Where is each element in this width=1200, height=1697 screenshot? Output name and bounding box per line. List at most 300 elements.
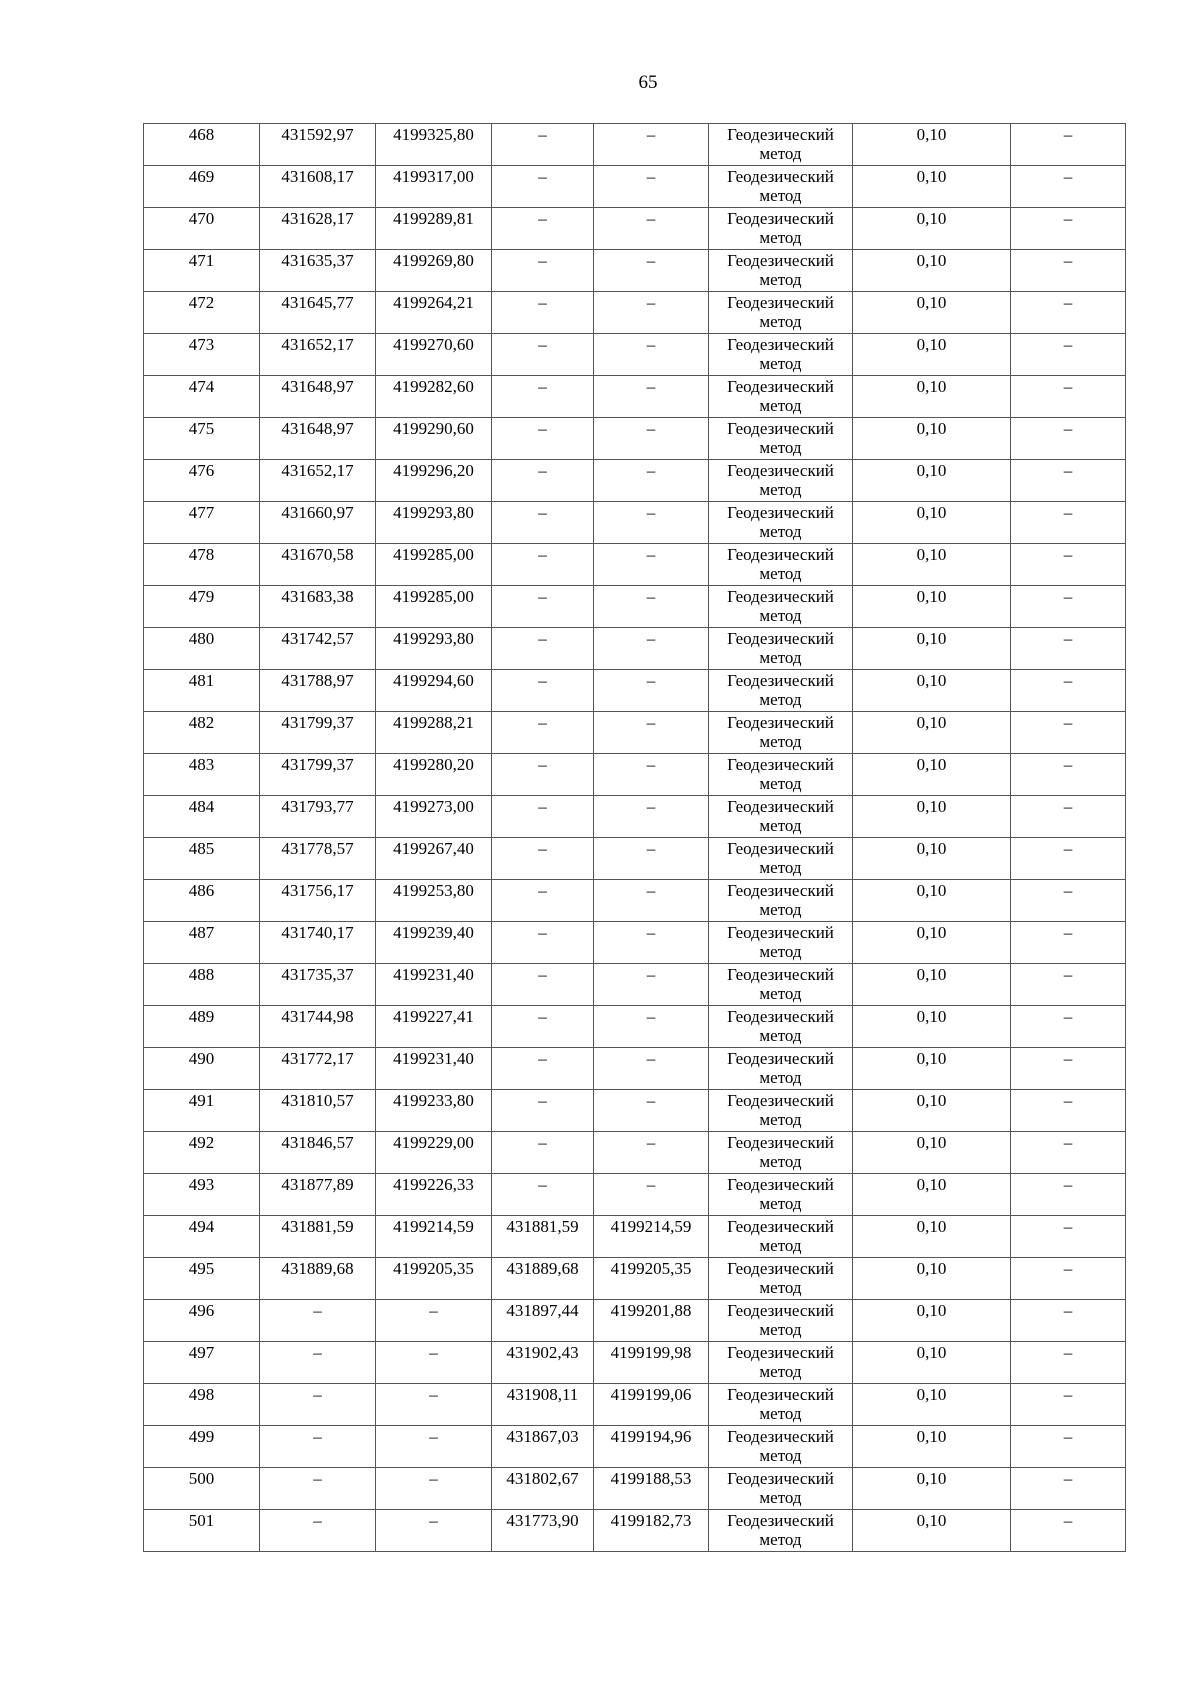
cell-value: 4199267,40	[393, 839, 474, 858]
cell-value: Геодезический метод	[727, 251, 834, 289]
point-number-cell	[144, 964, 260, 1006]
y-new-cell	[594, 544, 709, 586]
accuracy-cell	[853, 586, 1011, 628]
method-cell	[709, 1300, 853, 1342]
point-number-cell	[144, 712, 260, 754]
y-new-cell	[594, 1468, 709, 1510]
x-existing-cell	[260, 208, 376, 250]
cell-value: 481	[188, 671, 215, 690]
cell-value: 491	[188, 1091, 215, 1110]
cell-value: 4199270,60	[393, 335, 474, 354]
point-number-cell	[144, 1132, 260, 1174]
y-existing-cell	[376, 1510, 492, 1552]
cell-value: 4199273,00	[393, 797, 474, 816]
note-cell	[1011, 502, 1126, 544]
cell-value: –	[1063, 293, 1073, 312]
cell-value: –	[646, 251, 656, 270]
point-number-cell	[144, 1510, 260, 1552]
page-number: 65	[638, 72, 658, 93]
method-cell	[709, 208, 853, 250]
point-number-cell	[144, 208, 260, 250]
cell-value: 431670,58	[281, 545, 354, 564]
cell-value: –	[1063, 419, 1073, 438]
method-cell	[709, 1216, 853, 1258]
cell-value: –	[538, 839, 547, 858]
y-existing-cell	[376, 418, 492, 460]
cell-value: 4199188,53	[610, 1469, 692, 1488]
accuracy-cell	[853, 628, 1011, 670]
method-cell	[709, 418, 853, 460]
y-new-cell	[594, 418, 709, 460]
note-cell	[1011, 922, 1126, 964]
cell-value: 0,10	[916, 923, 947, 942]
x-new-cell	[492, 628, 594, 670]
cell-value: –	[538, 923, 547, 942]
cell-value: 4199285,00	[393, 545, 474, 564]
cell-value: 4199288,21	[393, 713, 474, 732]
y-new-cell	[594, 460, 709, 502]
y-new-cell	[594, 1342, 709, 1384]
x-existing-cell	[260, 250, 376, 292]
cell-value: 431889,68	[281, 1259, 354, 1278]
accuracy-cell	[853, 754, 1011, 796]
x-new-cell	[492, 1048, 594, 1090]
y-new-cell	[594, 1048, 709, 1090]
coordinates-table	[143, 123, 1126, 1552]
cell-value: –	[1063, 965, 1073, 984]
cell-value: 4199325,80	[393, 125, 474, 144]
y-new-cell	[594, 124, 709, 166]
y-new-cell	[594, 292, 709, 334]
point-number-cell	[144, 1090, 260, 1132]
method-cell	[709, 1342, 853, 1384]
cell-value: –	[1063, 587, 1073, 606]
cell-value: 431897,44	[506, 1301, 579, 1320]
y-existing-cell	[376, 334, 492, 376]
y-new-cell	[594, 712, 709, 754]
cell-value: –	[1063, 797, 1073, 816]
y-new-cell	[594, 1384, 709, 1426]
method-cell	[709, 334, 853, 376]
cell-value: 0,10	[916, 755, 947, 774]
y-existing-cell	[376, 754, 492, 796]
x-new-cell	[492, 166, 594, 208]
cell-value: 4199227,41	[393, 1007, 474, 1026]
y-new-cell	[594, 166, 709, 208]
note-cell	[1011, 544, 1126, 586]
cell-value: 0,10	[916, 545, 947, 564]
y-new-cell	[594, 1426, 709, 1468]
x-new-cell	[492, 544, 594, 586]
cell-value: 431799,37	[281, 713, 354, 732]
table-row	[144, 544, 1126, 586]
method-cell	[709, 1258, 853, 1300]
cell-value: 4199317,00	[393, 167, 474, 186]
cell-value: 431635,37	[281, 251, 354, 270]
point-number-cell	[144, 250, 260, 292]
x-existing-cell	[260, 544, 376, 586]
cell-value: 431877,89	[281, 1175, 354, 1194]
cell-value: 0,10	[916, 1427, 947, 1446]
y-new-cell	[594, 250, 709, 292]
table-row	[144, 460, 1126, 502]
cell-value: –	[429, 1301, 438, 1320]
cell-value: –	[1063, 545, 1073, 564]
y-existing-cell	[376, 1048, 492, 1090]
table-row	[144, 208, 1126, 250]
accuracy-cell	[853, 1216, 1011, 1258]
cell-value: 4199285,00	[393, 587, 474, 606]
y-new-cell	[594, 1258, 709, 1300]
method-cell	[709, 922, 853, 964]
cell-value: Геодезический метод	[727, 923, 834, 961]
x-existing-cell	[260, 586, 376, 628]
cell-value: –	[646, 755, 656, 774]
x-new-cell	[492, 1342, 594, 1384]
x-new-cell	[492, 1132, 594, 1174]
note-cell	[1011, 334, 1126, 376]
table-row	[144, 670, 1126, 712]
y-existing-cell	[376, 628, 492, 670]
cell-value: –	[538, 1133, 547, 1152]
x-existing-cell	[260, 166, 376, 208]
x-new-cell	[492, 1468, 594, 1510]
cell-value: 500	[188, 1469, 215, 1488]
table-row	[144, 712, 1126, 754]
cell-value: –	[1063, 377, 1073, 396]
cell-value: Геодезический метод	[727, 1259, 834, 1297]
table-row	[144, 880, 1126, 922]
cell-value: –	[313, 1343, 322, 1362]
note-cell	[1011, 838, 1126, 880]
cell-value: –	[538, 1091, 547, 1110]
x-existing-cell	[260, 1300, 376, 1342]
cell-value: –	[313, 1427, 322, 1446]
cell-value: –	[538, 335, 547, 354]
cell-value: –	[429, 1343, 438, 1362]
x-new-cell	[492, 376, 594, 418]
cell-value: 0,10	[916, 965, 947, 984]
x-existing-cell	[260, 1426, 376, 1468]
cell-value: –	[1063, 1511, 1073, 1530]
table-row	[144, 1468, 1126, 1510]
y-existing-cell	[376, 166, 492, 208]
accuracy-cell	[853, 712, 1011, 754]
cell-value: 0,10	[916, 1343, 947, 1362]
method-cell	[709, 670, 853, 712]
cell-value: 4199239,40	[393, 923, 474, 942]
cell-value: –	[646, 209, 656, 228]
point-number-cell	[144, 1384, 260, 1426]
cell-value: –	[538, 1175, 547, 1194]
point-number-cell	[144, 796, 260, 838]
cell-value: Геодезический метод	[727, 1511, 834, 1549]
cell-value: 0,10	[916, 209, 947, 228]
cell-value: –	[429, 1385, 438, 1404]
x-existing-cell	[260, 1384, 376, 1426]
note-cell	[1011, 166, 1126, 208]
y-new-cell	[594, 1090, 709, 1132]
cell-value: Геодезический метод	[727, 881, 834, 919]
cell-value: 4199282,60	[393, 377, 474, 396]
accuracy-cell	[853, 838, 1011, 880]
cell-value: –	[429, 1427, 438, 1446]
y-existing-cell	[376, 1006, 492, 1048]
cell-value: 0,10	[916, 839, 947, 858]
note-cell	[1011, 1216, 1126, 1258]
x-existing-cell	[260, 1048, 376, 1090]
cell-value: 4199214,59	[393, 1217, 474, 1236]
cell-value: –	[538, 755, 547, 774]
table-row	[144, 1258, 1126, 1300]
cell-value: –	[1063, 1133, 1073, 1152]
note-cell	[1011, 376, 1126, 418]
cell-value: –	[538, 377, 547, 396]
cell-value: 0,10	[916, 881, 947, 900]
cell-value: –	[646, 1091, 656, 1110]
y-new-cell	[594, 1006, 709, 1048]
cell-value: 431645,77	[281, 293, 354, 312]
cell-value: 4199205,35	[610, 1259, 692, 1278]
table-row	[144, 502, 1126, 544]
cell-value: –	[646, 545, 656, 564]
note-cell	[1011, 1510, 1126, 1552]
point-number-cell	[144, 418, 260, 460]
cell-value: 473	[188, 335, 215, 354]
cell-value: 4199264,21	[393, 293, 474, 312]
note-cell	[1011, 1384, 1126, 1426]
point-number-cell	[144, 460, 260, 502]
table-row	[144, 166, 1126, 208]
cell-value: 468	[188, 125, 215, 144]
y-new-cell	[594, 586, 709, 628]
y-existing-cell	[376, 670, 492, 712]
method-cell	[709, 1006, 853, 1048]
cell-value: 431648,97	[281, 419, 354, 438]
cell-value: 0,10	[916, 1301, 947, 1320]
cell-value: 476	[188, 461, 215, 480]
cell-value: 431908,11	[506, 1385, 579, 1404]
cell-value: 431772,17	[281, 1049, 354, 1068]
cell-value: 0,10	[916, 1469, 947, 1488]
point-number-cell	[144, 1342, 260, 1384]
cell-value: 0,10	[916, 1133, 947, 1152]
cell-value: 431810,57	[281, 1091, 354, 1110]
x-existing-cell	[260, 712, 376, 754]
note-cell	[1011, 1258, 1126, 1300]
y-existing-cell	[376, 964, 492, 1006]
x-new-cell	[492, 838, 594, 880]
cell-value: 478	[188, 545, 215, 564]
cell-value: 0,10	[916, 671, 947, 690]
point-number-cell	[144, 1468, 260, 1510]
x-existing-cell	[260, 922, 376, 964]
table-row	[144, 1132, 1126, 1174]
x-existing-cell	[260, 292, 376, 334]
cell-value: –	[538, 1007, 547, 1026]
cell-value: –	[538, 503, 547, 522]
y-existing-cell	[376, 1384, 492, 1426]
accuracy-cell	[853, 208, 1011, 250]
x-new-cell	[492, 880, 594, 922]
x-existing-cell	[260, 754, 376, 796]
method-cell	[709, 754, 853, 796]
table-row	[144, 922, 1126, 964]
cell-value: 487	[188, 923, 215, 942]
cell-value: 4199269,80	[393, 251, 474, 270]
cell-value: 4199293,80	[393, 629, 474, 648]
cell-value: 431881,59	[506, 1217, 579, 1236]
point-number-cell	[144, 376, 260, 418]
cell-value: Геодезический метод	[727, 755, 834, 793]
cell-value: Геодезический метод	[727, 167, 834, 205]
cell-value: 0,10	[916, 419, 947, 438]
y-new-cell	[594, 628, 709, 670]
y-existing-cell	[376, 1300, 492, 1342]
accuracy-cell	[853, 544, 1011, 586]
point-number-cell	[144, 1174, 260, 1216]
method-cell	[709, 1090, 853, 1132]
cell-value: Геодезический метод	[727, 587, 834, 625]
cell-value: 0,10	[916, 1511, 947, 1530]
cell-value: –	[538, 965, 547, 984]
cell-value: 4199199,98	[610, 1343, 692, 1362]
table-row	[144, 964, 1126, 1006]
y-existing-cell	[376, 376, 492, 418]
accuracy-cell	[853, 1174, 1011, 1216]
table-row	[144, 292, 1126, 334]
cell-value: Геодезический метод	[727, 1091, 834, 1129]
y-new-cell	[594, 838, 709, 880]
cell-value: –	[1063, 881, 1073, 900]
method-cell	[709, 838, 853, 880]
x-new-cell	[492, 418, 594, 460]
cell-value: –	[538, 587, 547, 606]
cell-value: Геодезический метод	[727, 629, 834, 667]
cell-value: 4199199,06	[610, 1385, 692, 1404]
cell-value: –	[538, 713, 547, 732]
cell-value: –	[646, 419, 656, 438]
y-new-cell	[594, 1132, 709, 1174]
x-existing-cell	[260, 1510, 376, 1552]
method-cell	[709, 124, 853, 166]
cell-value: 0,10	[916, 461, 947, 480]
cell-value: 0,10	[916, 377, 947, 396]
x-new-cell	[492, 1258, 594, 1300]
x-new-cell	[492, 292, 594, 334]
method-cell	[709, 796, 853, 838]
cell-value: 4199289,81	[393, 209, 474, 228]
method-cell	[709, 502, 853, 544]
cell-value: Геодезический метод	[727, 797, 834, 835]
note-cell	[1011, 1342, 1126, 1384]
y-new-cell	[594, 964, 709, 1006]
x-existing-cell	[260, 1342, 376, 1384]
cell-value: –	[1063, 335, 1073, 354]
cell-value: Геодезический метод	[727, 293, 834, 331]
cell-value: 4199294,60	[393, 671, 474, 690]
cell-value: –	[646, 1175, 656, 1194]
y-existing-cell	[376, 1216, 492, 1258]
note-cell	[1011, 1300, 1126, 1342]
cell-value: –	[1063, 923, 1073, 942]
point-number-cell	[144, 1006, 260, 1048]
y-existing-cell	[376, 1174, 492, 1216]
cell-value: 496	[188, 1301, 215, 1320]
cell-value: Геодезический метод	[727, 839, 834, 877]
cell-value: –	[1063, 1427, 1073, 1446]
cell-value: –	[646, 713, 656, 732]
cell-value: –	[1063, 1175, 1073, 1194]
cell-value: –	[538, 209, 547, 228]
accuracy-cell	[853, 1132, 1011, 1174]
method-cell	[709, 250, 853, 292]
y-existing-cell	[376, 250, 492, 292]
cell-value: –	[1063, 125, 1073, 144]
table-body	[144, 124, 1126, 1552]
note-cell	[1011, 208, 1126, 250]
cell-value: Геодезический метод	[727, 713, 834, 751]
x-existing-cell	[260, 1258, 376, 1300]
y-existing-cell	[376, 292, 492, 334]
method-cell	[709, 586, 853, 628]
cell-value: –	[538, 167, 547, 186]
x-existing-cell	[260, 964, 376, 1006]
x-new-cell	[492, 1426, 594, 1468]
y-existing-cell	[376, 712, 492, 754]
table-row	[144, 1090, 1126, 1132]
cell-value: 0,10	[916, 1175, 947, 1194]
cell-value: –	[1063, 1301, 1073, 1320]
cell-value: Геодезический метод	[727, 1427, 834, 1465]
cell-value: –	[1063, 503, 1073, 522]
y-new-cell	[594, 670, 709, 712]
note-cell	[1011, 586, 1126, 628]
method-cell	[709, 1384, 853, 1426]
cell-value: 485	[188, 839, 215, 858]
table-row	[144, 334, 1126, 376]
cell-value: –	[1063, 1343, 1073, 1362]
x-existing-cell	[260, 1468, 376, 1510]
cell-value: 431592,97	[281, 125, 354, 144]
cell-value: –	[1063, 839, 1073, 858]
y-new-cell	[594, 796, 709, 838]
x-existing-cell	[260, 1174, 376, 1216]
cell-value: –	[646, 293, 656, 312]
note-cell	[1011, 250, 1126, 292]
cell-value: –	[1063, 1385, 1073, 1404]
cell-value: –	[538, 797, 547, 816]
method-cell	[709, 544, 853, 586]
accuracy-cell	[853, 124, 1011, 166]
accuracy-cell	[853, 1510, 1011, 1552]
point-number-cell	[144, 1426, 260, 1468]
y-existing-cell	[376, 1090, 492, 1132]
cell-value: 472	[188, 293, 215, 312]
table-row	[144, 124, 1126, 166]
cell-value: –	[1063, 1217, 1073, 1236]
cell-value: 431740,17	[281, 923, 354, 942]
cell-value: –	[646, 1007, 656, 1026]
cell-value: 482	[188, 713, 215, 732]
note-cell	[1011, 460, 1126, 502]
point-number-cell	[144, 754, 260, 796]
y-existing-cell	[376, 544, 492, 586]
cell-value: 4199205,35	[393, 1259, 474, 1278]
cell-value: 0,10	[916, 167, 947, 186]
x-new-cell	[492, 460, 594, 502]
note-cell	[1011, 1132, 1126, 1174]
